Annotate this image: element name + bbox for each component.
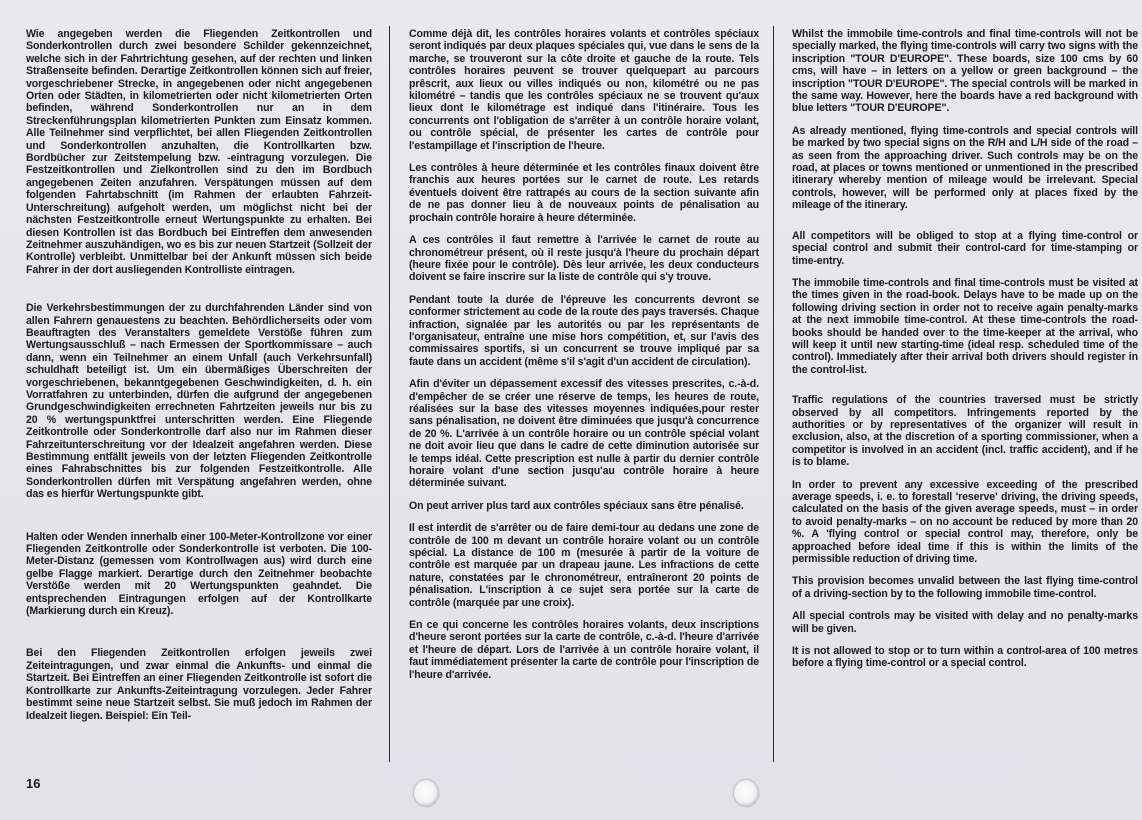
english-column (792, 28, 1138, 680)
french-paragraph: Pendant toute la durée de l'épreuve les concurrents devront se conformer strictement au code de la route des pays traversés. Chaque infraction, signalée par les autorités ou par les représentants de l'organisateur, entraîne une mise hors compétition, et, sur l'avis des commissaires sportifs, si un concurrent se trouve impliqué par sa faute dans un accident (même s'il s'agit d'un accident de circulation). (409, 293, 759, 368)
german-paragraph: Bei den Fliegenden Zeitkontrollen erfolgen jeweils zwei Zeiteintragungen, und zwar einmal die Ankunfts- und einmal die Startzeit. Bei Eintreffen an einer Fliegenden Zeitkontrolle ist sofort die Kontrollkarte zur Ankunfts-Zeiteintragung vorzulegen. Jeder Fahrer bestimmt seine neue Startzeit selbst. Sie muß jedoch im Rahmen der Idealzeit liegen. Beispiel: Ein Teil- (26, 647, 372, 722)
german-column (26, 28, 372, 732)
french-paragraph: Les contrôles à heure déterminée et les contrôles finaux doivent être franchis aux heures portées sur le carnet de route. Les retards éventuels doivent être rattrapés au cours de la section suivante afin de ne pas donner lieu à de nouveaux points de pénalisation au prochain contrôle horaire à heure déterminée. (409, 162, 759, 224)
binding-hole (414, 780, 438, 806)
binding-hole (734, 780, 758, 806)
german-paragraph: Die Verkehrsbestimmungen der zu durchfahrenden Länder sind von allen Fahrern genauestens zu beachten. Behördlicherseits oder vom Beauftragten des Veranstalters gemeldete Verstöße führen zum Wertungsausschluß – nach Ermessen der Sportkommissare – auch dann, wenn ein Teilnehmer an einem Unfall (auch Verkehrsunfall) schuldhaft beteiligt ist. Um ein übermäßiges Überschreiten der vorgeschriebenen, bekanntgegebenen Geschwindigkeiten, d. h. ein Vorratfahren zu unterbinden, dürfen die aufgrund der angegebenen Grundgeschwindigkeiten errechneten Fahrtzeiten jeweils nur bis zu 20 % wertungspunktfrei unterschritten werden. Eine Fliegende Zeitkontrolle oder Sonderkontrolle darf also nur im Rahmen dieser Fahrzeitunterschreitung vor der Idealzeit angefahren werden. Diese Bestimmung entfällt jeweils von der letzten Fliegenden Zeitkontrolle eines Fahrabschnittes bis zur folgenden Festzeitkontrolle. Alle Sonderkontrollen dürfen mit Verspätung angefahren werden, ohne das es hierfür Wertungspunkte gibt. (26, 302, 372, 501)
english-paragraph: The immobile time-controls and final time-controls must be visited at the times given in the road-book. Delays have to be made up on the following driving section in order not to receive again penalty-marks at the next immobile time-control. At these time-controls the road-books should be handed over to the time-keeper at the arrival, who will keep it until new starting-time (ideal resp. scheduled time of the control). Immediately after their arrival both drivers should register in the control-list. (792, 276, 1138, 376)
english-paragraph: All competitors will be obliged to stop at a flying time-control or special control and submit their control-card for time-stamping or time-entry. (792, 229, 1138, 267)
french-paragraph: En ce qui concerne les contrôles horaires volants, deux inscriptions d'heure seront portées sur la carte de contrôle, c.-à-d. l'heure d'arrivée et l'heure de départ. Lors de l'arrivée à un contrôle horaire volant, il faut immédiatement présenter la carte de contrôle pour l'inscription de l'heure d'arrivée. (409, 619, 759, 681)
french-paragraph: A ces contrôles il faut remettre à l'arrivée le carnet de route au chronométreur présent, où il reste jusqu'à l'heure du prochain départ (heure fixée pour le contrôle). Dès leur arrivée, les deux conducteurs doivent se faire inscrire sur la liste de contrôle qui s'y trouve. (409, 234, 759, 284)
french-paragraph: On peut arriver plus tard aux contrôles spéciaux sans être pénalisé. (409, 499, 744, 512)
english-paragraph: Whilst the immobile time-controls and final time-controls will not be specially marked, the flying time-controls will carry two signs with the inscription "TOUR D'EUROPE". These boards, size 100 cms by 60 cms, will have – in letters on a yellow or green background – the inscription "TOUR D'EUROPE". The special controls will be marked in the same way. However, here the boards have a red background with blue letters "TOUR D'EUROPE". (792, 28, 1138, 115)
column-divider (773, 26, 774, 762)
french-paragraph: Il est interdit de s'arrêter ou de faire demi-tour au dedans une zone de contrôle de 100 m devant un contrôle horaire volant ou un contrôle spécial. La distance de 100 m (mesurée à partir de la voiture de contrôle est marquée par un drapeau jaune. Les infractions de cette nature, constatées par le chronométreur, entraîneront 20 points de pénalisation. L'inscription à ce sujet sera portée sur la carte de contrôle (marquée par une croix). (409, 522, 759, 609)
english-paragraph: In order to prevent any excessive exceeding of the prescribed average speeds, i. e. to forestall 'reserve' driving, the driving speeds, calculated on the basis of the given average speeds, must – in order to avoid penalty-marks – on no account be reduced by more than 20 %. A 'flying control or special control may, therefore, only be approached before ideal time if this is within the limits of the permissible reduction of driving time. (792, 478, 1138, 566)
german-paragraph: Halten oder Wenden innerhalb einer 100-Meter-Kontrollzone vor einer Fliegenden Zeitkontrolle oder Sonderkontrolle ist verboten. Die 100-Meter-Distanz (gemessen vom Kontrollwagen aus) wird durch eine gelbe Flagge markiert. Derartige durch den Zeitnehmer beobachte Verstöße werden mit 20 Wertungspunkten geahndet. Die entsprechenden Eintragungen erfolgen auf der Kontrollkarte (Markierung durch ein Kreuz). (26, 530, 372, 618)
english-paragraph: As already mentioned, flying time-controls and special controls will be marked by two special signs on the R/H and L/H side of the road – as seen from the approaching driver. Such controls may be on the road, at places or towns mentioned or unmentioned in the prescribed itinerary whereby mention of mileage would be irrelevant. Special controls, however, will be performed only at places fixed by the mileage of the itinerary. (792, 124, 1138, 212)
french-paragraph: Afin d'éviter un dépassement excessif des vitesses prescrites, c.-à-d. d'empêcher de se créer une réserve de temps, les heures de route, réalisées sur la base des vitesses moyennes indiquées,pour rester sans pénalisation, ne doivent être diminuées que jusqu'à concurrence de 20 %. L'arrivée à un contrôle horaire ou un contrôle spécial volant ne doit avoir lieu que dans le cadre de cette diminution autorisée sur le temps idéal. Cette prescription est nulle à partir du dernier contrôle horaire volant d'une section jusqu'au contrôle horaire à heure déterminée suivant. (409, 378, 759, 490)
page-number: 16 (26, 776, 41, 791)
english-paragraph: All special controls may be visited with delay and no penalty-marks will be given. (792, 610, 1138, 635)
french-column (409, 28, 759, 691)
english-paragraph: It is not allowed to stop or to turn within a control-area of 100 metres before a flying time-control or a special control. (792, 645, 1138, 670)
german-paragraph: Wie angegeben werden die Fliegenden Zeitkontrollen und Sonderkontrollen durch zwei besondere Schilder gekennzeichnet, welche sich in der Fahrtrichtung gesehen, auf der rechten und linken Straßenseite befinden. Derartige Zeitkontrollen können sich auf freier, vorgeschriebener Strecke, in angegebenen oder nicht angegebenen Orten oder Städten, in kilometrierten oder nicht kilometrierten Orten befinden, während Sonderkontrollen nur an in dem Streckenführungsplan kilometrierten Punkten zum Einsatz kommen. Alle Teilnehmer sind verpflichtet, bei allen Fliegenden Zeitkontrollen und Sonderkontrollen anzuhalten, die Kontrollkarten bzw. Bordbücher zur Zeitstempelung bzw. -eintragung vorzulegen. Die Festzeitkontrollen und Zielkontrollen sind zu den im Bordbuch angegebenen Zeiten anzufahren. Verspätungen müssen auf dem folgenden Fahrtabschnitt (im Rahmen der erlaubten Fahrzeit-Unterschreitung) aufgeholt werden, um möglichst nicht bei der nächsten Festzeitkontrolle erneut Wertungspunkte zu erhalten. Bei diesen Kontrollen ist das Bordbuch bei Eintreffen dem anwesenden Zeitnehmer auszuhändigen, wo es bis zur neuen Startzeit (Sollzeit der Kontrolle) verbleibt. Unmittelbar bei der Ankunft müssen sich beide Fahrer in der dort ausliegenden Kontrolliste eintragen. (26, 28, 372, 276)
english-paragraph: Traffic regulations of the countries traversed must be strictly observed by all competitors. Infringements reported by the authorities or by representatives of the organizer will result in exclusion, also, at the discretion of a sporting commissioner, when a competitor is involved in an accident (incl. traffic accident), and if he is to blame. (792, 394, 1138, 469)
french-paragraph: Comme déjà dit, les contrôles horaires volants et contrôles spéciaux seront indiqués par deux plaques spéciales qui, vue dans le sens de la marche, se trouveront sur la côte droite et gauche de la route. Tels contrôles horaires peuvent se trouver quelquepart au parcours prêscrit, aux lieux ou villes indiqués ou non, kilométré ou ne pas kilométré – tandis que les contrôles spéciaux ne se trouvent qu'aux lieux dont le kilométrage est indiqué dans l'itinéraire. Tous les concurrents ont l'obligation de s'arrêter à un contrôle horaire volant, ou contrôle spécial, de présenter les cartes de contrôle pour l'estampillage et l'inscription de l'heure. (409, 28, 759, 152)
column-divider (389, 26, 390, 762)
english-paragraph: This provision becomes unvalid between the last flying time-control of a driving-section by to the following immobile time-control. (792, 575, 1138, 600)
